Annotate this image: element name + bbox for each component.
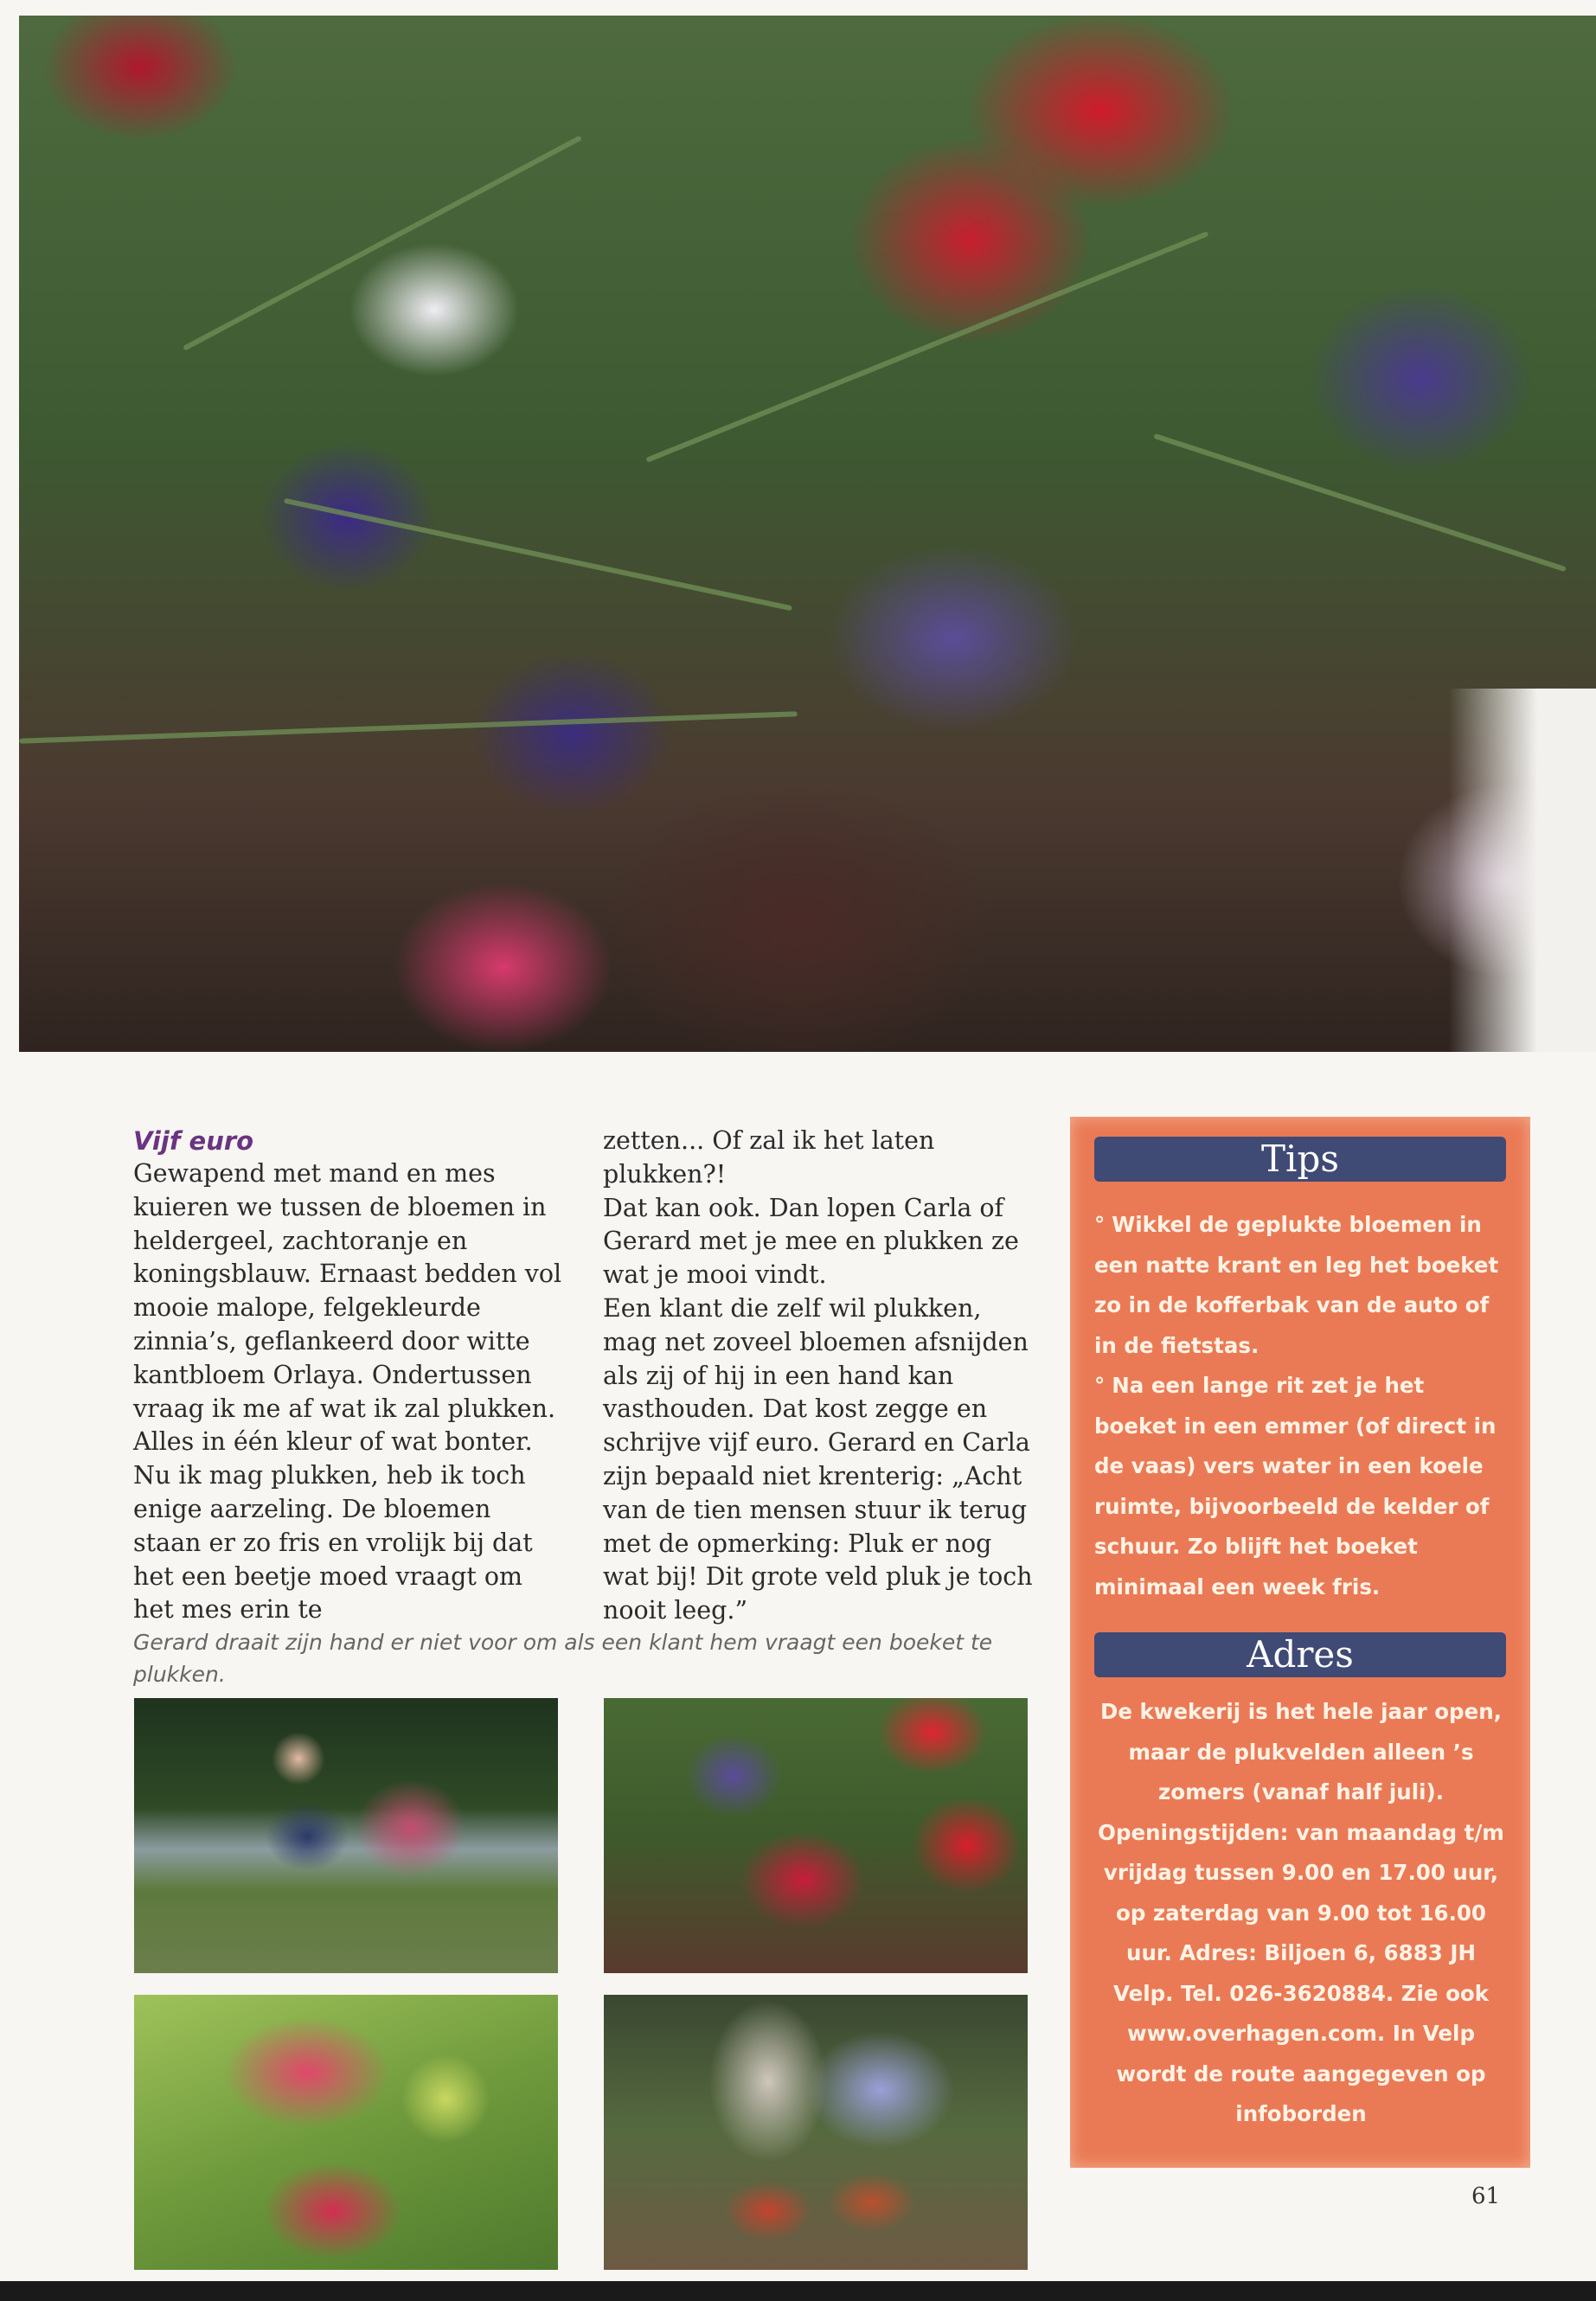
tips-sidebar [1070,1117,1530,2168]
article-paragraph: zetten... Of zal ik het laten plukken?! [603,1126,935,1189]
photo-pink-mallow [134,1995,558,2270]
tips-title: Tips [1094,1137,1506,1182]
article-column-2 [603,1125,1035,1628]
article-paragraph: Dat kan ook. Dan lopen Carla of Gerard met je mee en plukken ze wat je mooi vindt. [603,1193,1019,1290]
page-number: 61 [1471,2183,1501,2209]
adres-title: Adres [1094,1632,1506,1677]
photo-gardener [134,1698,558,1973]
article-paragraph: Een klant die zelf wil plukken, mag net zoveel bloemen afsnijden als zij of hij in een hand kan vasthouden. Dat kost zegge en schrijve vijf euro. Gerard en Carla zijn bepaald niet krenterig: „Acht van de tien mensen stuur ik terug met de opmerking: Pluk er nog wat bij! Dit grote veld pluk je toch nooit leeg.” [603,1293,1033,1625]
adres-text: De kwekerij is het hele jaar open, maar de plukvelden alleen ’s zomers (vanaf half juli). Openingstijden: van maandag t/m vrijdag tussen 9.00 en 17.00 uur, op zaterdag van 9.00 tot 16.00 uur. Adres: Biljoen 6, 6883 JH Velp. Tel. 026-3620884. Zie ook www.overhagen.com. In Velp wordt de route aangegeven op infoborden [1098,1699,1504,2126]
page-edge [0,2281,1596,2301]
article-paragraph: Gewapend met mand en mes kuieren we tussen de bloemen in heldergeel, zachtoranje en koningsblauw. Ernaast bedden vol mooie malope, felgekleurde zinnia’s, geflankeerd door witte kantbloem Orlaya. Ondertussen vraag ik me af wat ik zal plukken. Alles in één kleur of wat bonter. Nu ik mag plukken, heb ik toch enige aarzeling. De bloemen staan er zo fris en vrolijk bij dat het een beetje moed vraagt om het mes erin te [133,1159,562,1625]
tip-item: ° Na een lange rit zet je het boeket in een emmer (of direct in de vaas) vers water in een koele ruimte, bijvoorbeeld de kelder of schuur. Zo blijft het boeket minimaal een week fris. [1094,1373,1497,1599]
photo-caption: Gerard draait zijn hand er niet voor om als een klant hem vraagt een boeket te plukken. [133,1630,993,1687]
photo-flowers-red [604,1698,1028,1973]
article-subhead: Vijf euro [133,1126,254,1156]
hero-photo [19,16,1596,1052]
tips-list [1094,1205,1509,1607]
article-column-1 [133,1125,566,1627]
tip-item: ° Wikkel de geplukte bloemen in een natte krant en leg het boeket zo in de kofferbak van de auto of in de fietstas. [1094,1212,1499,1358]
photo-birdhouse-apples [604,1995,1028,2270]
